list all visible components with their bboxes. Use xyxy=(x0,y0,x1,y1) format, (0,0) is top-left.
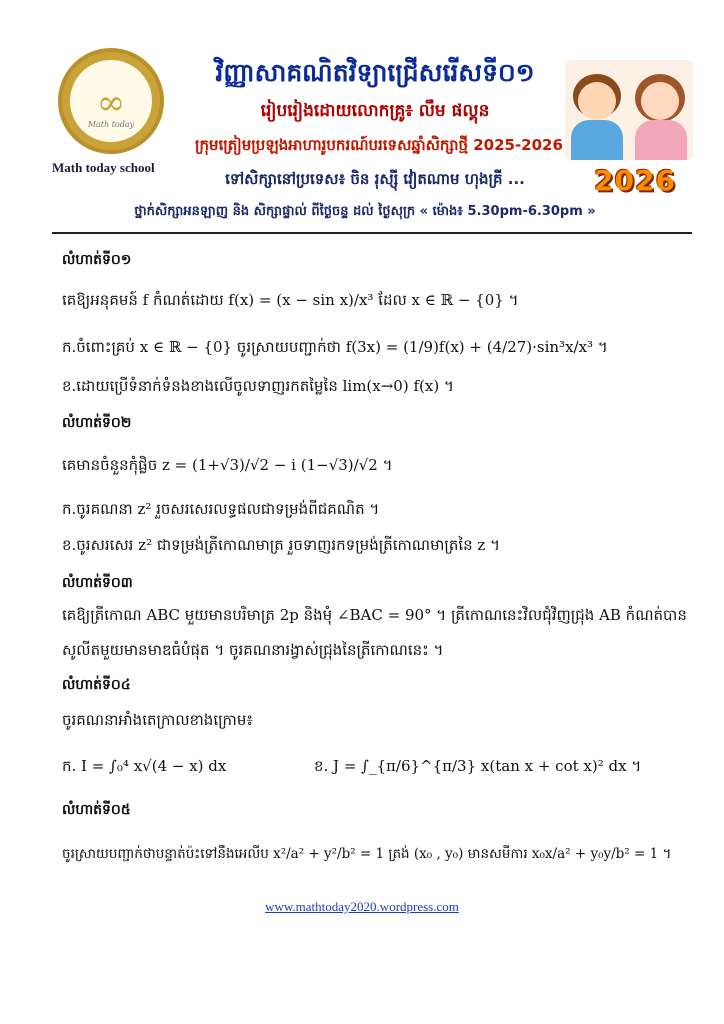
exercise-2-heading: លំហាត់ទី០២ xyxy=(62,415,132,431)
teacher-line: រៀបរៀងដោយលោកគ្រូ៖ លឹម ផល្គុន xyxy=(260,101,490,121)
footer-website-link[interactable]: www.mathtoday2020.wordpress.com xyxy=(265,899,459,914)
boy-face xyxy=(578,82,616,120)
year-badge: 2026 xyxy=(594,164,676,197)
exercise-1-line-2: ក.ចំពោះគ្រប់ x ∈ ℝ − {0} ចូរស្រាយបញ្ជាក់ថា f(3x) = (1/9)f(x) + (4/27)·sin³x/x³ ។ xyxy=(62,338,608,356)
infinity-icon: ∞ xyxy=(96,83,126,123)
school-logo xyxy=(58,48,164,154)
course-line: ក្រុមត្រៀមប្រឡងអាហារូបករណ៍បរទេសឆ្នាំសិក្សាថ្មី 2025-2026 xyxy=(195,136,563,154)
exercise-2-line-1: គេមានចំនួនកុំផ្លិច z = (1+√3)/√2 − i (1−√3)/√2 ។ xyxy=(62,456,393,474)
girl-body xyxy=(635,120,687,160)
exercise-3-heading: លំហាត់ទី០៣ xyxy=(62,575,133,591)
kids-illustration xyxy=(565,60,693,160)
exercise-5-heading: លំហាត់ទី០៥ xyxy=(62,802,131,818)
exercise-1-line-3: ខ.ដោយប្រើទំនាក់ទំនងខាងលើចូលទាញរកតម្លៃនៃ lim(x→0) f(x) ។ xyxy=(62,377,454,395)
exercise-1-heading: លំហាត់ទី០១ xyxy=(62,252,132,268)
exercise-2-line-2: ក.ចូរគណនា z² រួចសរសេរលទ្ធផលជាទម្រង់ពីជគណិត ។ xyxy=(62,500,380,518)
location-line: ទៅសិក្សានៅប្រទេស៖ ចិន រុស្ស៊ី វៀតណាម ហុងគ្រី ... xyxy=(225,170,525,188)
girl-face xyxy=(641,82,679,120)
document-title: វិញ្ញាសាគណិតវិទ្យាជ្រើសរើសទី០១ xyxy=(215,58,535,87)
exercise-1-line-1: គេឱ្យអនុគមន៍ f កំណត់ដោយ f(x) = (x − sin x)/x³ ដែល x ∈ ℝ − {0} ។ xyxy=(62,291,519,309)
exercise-4-integral-b: ខ. J = ∫_{π/6}^{π/3} x(tan x + cot x)² dx ។ xyxy=(314,757,642,775)
boy-body xyxy=(571,120,623,160)
schedule-line: ថ្នាក់សិក្សាអនឡាញ និង សិក្សាផ្ទាល់ ពីថ្ងៃចន្ទ ដល់ ថ្ងៃសុក្រ « ម៉ោង៖ 5.30pm-6.30pm » xyxy=(134,204,596,219)
header-divider xyxy=(52,232,692,234)
exercise-3-line-1: គេឱ្យត្រីកោណ ABC មួយមានបរិមាត្រ 2p និងមុំ ∠BAC = 90° ។ ត្រីកោណនេះវិលជុំវិញជ្រុង AB កំណត់បាន xyxy=(62,606,687,624)
exercise-4-integral-a: ក. I = ∫₀⁴ x√(4 − x) dx xyxy=(62,757,227,775)
exercise-4-line-1: ចូរគណនាអាំងតេក្រាលខាងក្រោម៖ xyxy=(62,711,253,729)
exercise-5-line-1: ចូរស្រាយបញ្ជាក់ថាបន្ទាត់ប៉ះទៅនឹងអេលីប x²/a² + y²/b² = 1 ត្រង់ (x₀ , y₀) មានសមីការ x₀x/a² + y₀y/b² = 1 ។ xyxy=(62,846,672,862)
exercise-2-line-3: ខ.ចូរសរសេរ z² ជាទម្រង់ត្រីកោណមាត្រ រួចទាញរកទម្រង់ត្រីកោណមាត្រនៃ z ។ xyxy=(62,536,500,554)
school-name: Math today school xyxy=(52,160,155,175)
exercise-4-heading: លំហាត់ទី០៤ xyxy=(62,677,131,693)
logo-subtext: Math today xyxy=(87,120,135,129)
logo-inner-circle xyxy=(70,60,152,142)
exercise-3-line-2: សូលីតមួយមានមាឌធំបំផុត ។ ចូរគណនារង្វាស់ជ្រុងនៃត្រីកោណនេះ ។ xyxy=(62,641,444,659)
